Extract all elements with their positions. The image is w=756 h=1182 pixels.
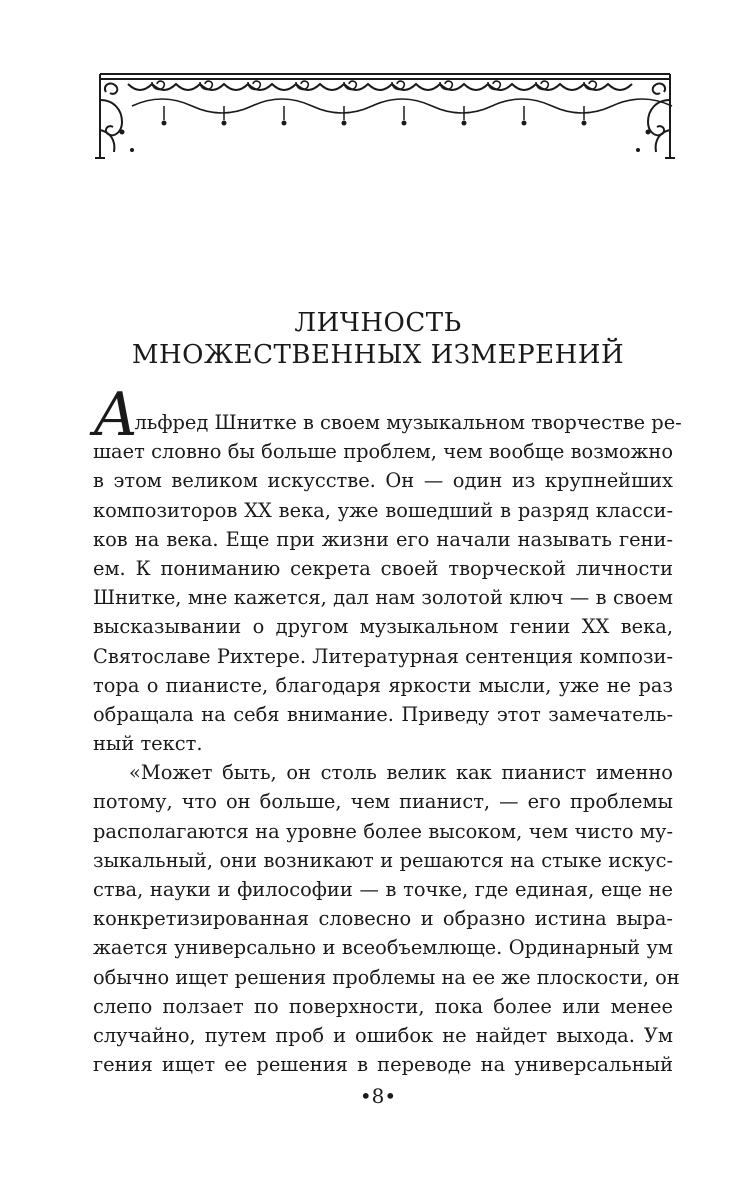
text-line: обычно ищет решения проблемы на ее же плоскости, он [93,965,680,989]
text-line: тора о пианисте, благодаря яркости мысли, уже не раз [93,673,673,697]
drop-cap: А [93,380,133,450]
body-text [93,380,682,1079]
text-line: «Может быть, он столь велик как пианист именно [129,761,673,785]
text-line: композиторов XX века, уже вошедший в разряд класси- [93,498,673,522]
text-line [93,380,682,450]
text-line: конкретизированная словесно и образно истина выра- [93,907,673,931]
text-line: случайно, путем проб и ошибок не найдет выхода. Ум [93,1023,673,1047]
text-line: располагаются на уровне более высоком, чем чисто му- [93,819,673,843]
text-line: зыкальный, они возникают и решаются на стыке искус- [93,848,673,872]
chapter-title [0,307,756,371]
text-line-content: льфред Шнитке в своем музыкальном творчестве ре- [134,411,682,434]
text-line: шает словно бы больше проблем, чем вообще возможно [93,440,673,464]
text-line: ем. К пониманию секрета своей творческой личности [93,556,673,580]
text-line: жается универсально и всеобъемлюще. Ординарный ум [93,936,673,960]
text-line: ный текст. [93,732,203,756]
page-number: •8• [359,1084,397,1108]
text-line: в этом великом искусстве. Он — один из крупнейших [93,469,673,493]
text-line: потому, что он больше, чем пианист, — его проблемы [93,790,673,814]
chapter-title-line-2: МНОЖЕСТВЕННЫХ ИЗМЕРЕНИЙ [131,340,625,370]
text-line: слепо ползает по поверхности, пока более или менее [93,994,673,1018]
text-line: Шнитке, мне кажется, дал нам золотой ключ — в своем [93,586,673,610]
header-ornament-icon [92,70,678,162]
text-line: ства, науки и философии — в точке, где единая, еще не [93,878,673,901]
text-line: гения ищет ее решения в переводе на универсальный [93,1053,673,1077]
text-line: обращала на себя внимание. Приведу этот замечатель- [93,702,673,726]
chapter-title-line-1: ЛИЧНОСТЬ [294,308,462,338]
text-line: Святославе Рихтере. Литературная сентенция компози- [93,644,673,668]
text-line: высказывании о другом музыкальном гении XX века, [93,615,673,639]
text-line: ков на века. Еще при жизни его начали называть гени- [93,527,673,551]
